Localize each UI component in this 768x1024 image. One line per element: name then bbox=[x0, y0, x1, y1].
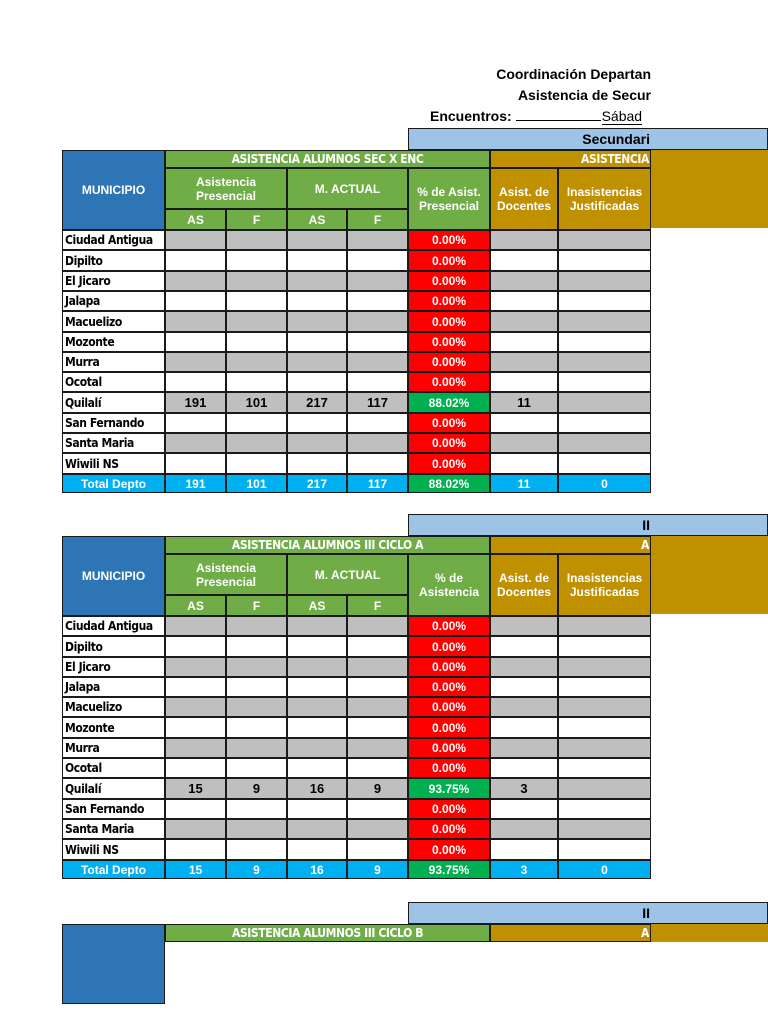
docentes-cell bbox=[490, 332, 558, 352]
section-banner-label: II bbox=[642, 905, 650, 921]
value-cell bbox=[287, 717, 347, 738]
inasistencias-cell bbox=[558, 717, 651, 738]
value-cell bbox=[347, 616, 408, 636]
value-cell bbox=[287, 250, 347, 271]
value-cell bbox=[165, 819, 226, 839]
value-cell bbox=[226, 839, 287, 860]
docentes-cell bbox=[490, 717, 558, 738]
total-value: 101 bbox=[226, 474, 287, 493]
value-cell bbox=[347, 230, 408, 250]
inasistencias-cell bbox=[558, 271, 651, 291]
municipio-cell: El Jicaro bbox=[62, 271, 165, 291]
value-cell bbox=[287, 657, 347, 677]
municipio-cell: Dipilto bbox=[62, 636, 165, 657]
inasistencias-cell bbox=[558, 392, 651, 413]
value-cell bbox=[347, 636, 408, 657]
gold-title: ASISTENCIA bbox=[490, 150, 651, 168]
value-cell bbox=[287, 332, 347, 352]
group-title: ASISTENCIA ALUMNOS III CICLO A bbox=[165, 536, 490, 554]
value-cell: 117 bbox=[347, 392, 408, 413]
municipio-cell: Jalapa bbox=[62, 677, 165, 697]
value-cell bbox=[287, 738, 347, 758]
pct-cell: 0.00% bbox=[408, 839, 490, 860]
docentes-cell bbox=[490, 636, 558, 657]
total-value: 191 bbox=[165, 474, 226, 493]
inasistencias-cell bbox=[558, 799, 651, 819]
municipio-cell: Murra bbox=[62, 352, 165, 372]
value-cell bbox=[287, 758, 347, 778]
pct-cell: 0.00% bbox=[408, 413, 490, 433]
inasistencias-cell bbox=[558, 738, 651, 758]
pct-cell: 0.00% bbox=[408, 332, 490, 352]
municipio-cell: Ciudad Antigua bbox=[62, 230, 165, 250]
value-cell bbox=[226, 636, 287, 657]
value-cell bbox=[287, 677, 347, 697]
value-cell bbox=[347, 677, 408, 697]
value-cell bbox=[226, 352, 287, 372]
subcol-f1: F bbox=[226, 209, 287, 230]
pct-cell: 93.75% bbox=[408, 778, 490, 799]
total-pct: 88.02% bbox=[408, 474, 490, 493]
pct-cell: 0.00% bbox=[408, 271, 490, 291]
value-cell: 9 bbox=[347, 778, 408, 799]
inasistencias-cell bbox=[558, 778, 651, 799]
pct-cell: 0.00% bbox=[408, 697, 490, 717]
value-cell bbox=[347, 372, 408, 392]
municipio-cell: El Jicaro bbox=[62, 657, 165, 677]
docentes-cell bbox=[490, 657, 558, 677]
inasistencias-cell bbox=[558, 291, 651, 311]
value-cell bbox=[226, 413, 287, 433]
value-cell bbox=[347, 271, 408, 291]
value-cell bbox=[165, 311, 226, 332]
municipio-cell: Jalapa bbox=[62, 291, 165, 311]
value-cell bbox=[165, 352, 226, 372]
value-cell bbox=[347, 433, 408, 453]
value-cell bbox=[226, 250, 287, 271]
section-banner-label: II bbox=[642, 517, 650, 533]
docentes-cell bbox=[490, 758, 558, 778]
docentes-cell bbox=[490, 738, 558, 758]
docentes-cell bbox=[490, 697, 558, 717]
gold-extension bbox=[651, 924, 768, 942]
value-cell bbox=[226, 271, 287, 291]
inasistencias-header: Inasistencias Justificadas bbox=[558, 554, 651, 616]
value-cell bbox=[347, 413, 408, 433]
pct-cell: 0.00% bbox=[408, 758, 490, 778]
value-cell bbox=[287, 311, 347, 332]
value-cell: 191 bbox=[165, 392, 226, 413]
value-cell bbox=[165, 738, 226, 758]
encuentros-blank-line bbox=[516, 108, 601, 121]
value-cell bbox=[347, 453, 408, 474]
value-cell bbox=[287, 230, 347, 250]
value-cell bbox=[347, 291, 408, 311]
value-cell bbox=[226, 657, 287, 677]
pct-cell: 0.00% bbox=[408, 372, 490, 392]
value-cell bbox=[165, 717, 226, 738]
value-cell bbox=[226, 799, 287, 819]
value-cell bbox=[347, 657, 408, 677]
total-value: 15 bbox=[165, 860, 226, 879]
encuentros-label: Encuentros: bbox=[430, 108, 512, 124]
value-cell bbox=[165, 230, 226, 250]
value-cell bbox=[287, 636, 347, 657]
pct-cell: 0.00% bbox=[408, 453, 490, 474]
value-cell bbox=[165, 372, 226, 392]
municipio-cell: Ocotal bbox=[62, 758, 165, 778]
municipio-cell: San Fernando bbox=[62, 799, 165, 819]
total-label: Total Depto bbox=[62, 474, 165, 493]
value-cell: 16 bbox=[287, 778, 347, 799]
asist-docentes-header: Asist. de Docentes bbox=[490, 554, 558, 616]
asistencia-presencial-header: Asistencia Presencial bbox=[165, 554, 287, 595]
inasistencias-cell bbox=[558, 332, 651, 352]
inasistencias-cell bbox=[558, 616, 651, 636]
gold-extension bbox=[651, 536, 768, 614]
value-cell bbox=[287, 372, 347, 392]
pct-cell: 0.00% bbox=[408, 657, 490, 677]
value-cell bbox=[287, 271, 347, 291]
municipio-header: MUNICIPIO bbox=[62, 536, 165, 616]
municipio-cell: Dipilto bbox=[62, 250, 165, 271]
inasistencias-cell bbox=[558, 372, 651, 392]
total-value: 9 bbox=[226, 860, 287, 879]
value-cell bbox=[287, 453, 347, 474]
inasistencias-cell bbox=[558, 819, 651, 839]
pct-cell: 0.00% bbox=[408, 636, 490, 657]
pct-cell: 0.00% bbox=[408, 717, 490, 738]
value-cell bbox=[226, 332, 287, 352]
docentes-cell bbox=[490, 433, 558, 453]
value-cell bbox=[165, 657, 226, 677]
pct-cell: 0.00% bbox=[408, 738, 490, 758]
municipio-cell: Santa Maria bbox=[62, 433, 165, 453]
asistencia-presencial-header: Asistencia Presencial bbox=[165, 168, 287, 209]
municipio-cell: Ocotal bbox=[62, 372, 165, 392]
value-cell bbox=[226, 616, 287, 636]
value-cell bbox=[226, 717, 287, 738]
inasistencias-cell bbox=[558, 433, 651, 453]
value-cell bbox=[347, 250, 408, 271]
header-line-2: Asistencia de Secur bbox=[517, 87, 651, 103]
pct-header: % de Asist. Presencial bbox=[408, 168, 490, 230]
municipio-cell: Ciudad Antigua bbox=[62, 616, 165, 636]
pct-cell: 0.00% bbox=[408, 352, 490, 372]
municipio-cell: Quilalí bbox=[62, 392, 165, 413]
subcol-as1: AS bbox=[165, 209, 226, 230]
value-cell bbox=[347, 311, 408, 332]
pct-cell: 0.00% bbox=[408, 799, 490, 819]
total-docentes: 11 bbox=[490, 474, 558, 493]
total-value: 16 bbox=[287, 860, 347, 879]
subcol-f1: F bbox=[226, 595, 287, 616]
docentes-cell bbox=[490, 271, 558, 291]
inasistencias-cell bbox=[558, 453, 651, 474]
value-cell bbox=[226, 230, 287, 250]
value-cell bbox=[287, 616, 347, 636]
value-cell bbox=[347, 332, 408, 352]
value-cell bbox=[165, 697, 226, 717]
value-cell bbox=[347, 758, 408, 778]
value-cell: 217 bbox=[287, 392, 347, 413]
value-cell bbox=[226, 433, 287, 453]
municipio-cell: Quilalí bbox=[62, 778, 165, 799]
total-value: 217 bbox=[287, 474, 347, 493]
value-cell bbox=[287, 799, 347, 819]
gold-title: A bbox=[490, 924, 651, 942]
value-cell bbox=[165, 291, 226, 311]
subcol-f2: F bbox=[347, 209, 408, 230]
subcol-as1: AS bbox=[165, 595, 226, 616]
value-cell bbox=[165, 250, 226, 271]
value-cell bbox=[226, 677, 287, 697]
value-cell bbox=[347, 839, 408, 860]
inasistencias-cell bbox=[558, 697, 651, 717]
municipio-cell: Mozonte bbox=[62, 332, 165, 352]
gold-extension bbox=[651, 150, 768, 228]
encuentros-value: Sábad bbox=[601, 108, 643, 124]
municipio-cell: Wiwili NS bbox=[62, 839, 165, 860]
pct-cell: 0.00% bbox=[408, 250, 490, 271]
inasistencias-cell bbox=[558, 636, 651, 657]
pct-cell: 0.00% bbox=[408, 677, 490, 697]
value-cell bbox=[347, 738, 408, 758]
municipio-cell: Macuelizo bbox=[62, 311, 165, 332]
municipio-cell: Macuelizo bbox=[62, 697, 165, 717]
value-cell bbox=[165, 799, 226, 819]
value-cell bbox=[287, 839, 347, 860]
m-actual-header: M. ACTUAL bbox=[287, 168, 408, 209]
value-cell bbox=[287, 291, 347, 311]
municipio-cell: Santa Maria bbox=[62, 819, 165, 839]
inasistencias-cell bbox=[558, 657, 651, 677]
pct-header: % de Asistencia bbox=[408, 554, 490, 616]
pct-cell: 0.00% bbox=[408, 433, 490, 453]
value-cell bbox=[226, 311, 287, 332]
value-cell bbox=[287, 352, 347, 372]
value-cell: 101 bbox=[226, 392, 287, 413]
encuentros-row bbox=[430, 108, 642, 124]
inasistencias-cell bbox=[558, 250, 651, 271]
inasistencias-cell bbox=[558, 839, 651, 860]
inasistencias-cell bbox=[558, 758, 651, 778]
value-cell bbox=[347, 819, 408, 839]
inasistencias-cell bbox=[558, 677, 651, 697]
pct-cell: 0.00% bbox=[408, 230, 490, 250]
header-line-1: Coordinación Departan bbox=[496, 66, 651, 82]
pct-cell: 88.02% bbox=[408, 392, 490, 413]
value-cell bbox=[226, 819, 287, 839]
value-cell: 15 bbox=[165, 778, 226, 799]
group-title: ASISTENCIA ALUMNOS SEC X ENC bbox=[165, 150, 490, 168]
pct-cell: 0.00% bbox=[408, 311, 490, 332]
value-cell: 9 bbox=[226, 778, 287, 799]
section-banner-label: Secundari bbox=[582, 131, 650, 147]
value-cell bbox=[165, 636, 226, 657]
total-value: 9 bbox=[347, 860, 408, 879]
value-cell bbox=[165, 271, 226, 291]
value-cell bbox=[165, 839, 226, 860]
subcol-as2: AS bbox=[287, 209, 347, 230]
municipio-header bbox=[62, 924, 165, 1004]
subcol-as2: AS bbox=[287, 595, 347, 616]
docentes-cell bbox=[490, 453, 558, 474]
value-cell bbox=[347, 697, 408, 717]
inasistencias-cell bbox=[558, 311, 651, 332]
docentes-cell bbox=[490, 250, 558, 271]
docentes-cell bbox=[490, 616, 558, 636]
municipio-cell: Wiwili NS bbox=[62, 453, 165, 474]
gold-title: A bbox=[490, 536, 651, 554]
value-cell bbox=[347, 352, 408, 372]
docentes-cell bbox=[490, 291, 558, 311]
docentes-cell: 11 bbox=[490, 392, 558, 413]
total-docentes: 3 bbox=[490, 860, 558, 879]
docentes-cell bbox=[490, 839, 558, 860]
pct-cell: 0.00% bbox=[408, 616, 490, 636]
docentes-cell bbox=[490, 352, 558, 372]
value-cell bbox=[165, 332, 226, 352]
subcol-f2: F bbox=[347, 595, 408, 616]
total-value: 117 bbox=[347, 474, 408, 493]
value-cell bbox=[165, 433, 226, 453]
total-inasistencias: 0 bbox=[558, 860, 651, 879]
value-cell bbox=[287, 413, 347, 433]
inasistencias-cell bbox=[558, 352, 651, 372]
docentes-cell bbox=[490, 413, 558, 433]
value-cell bbox=[165, 677, 226, 697]
docentes-cell bbox=[490, 799, 558, 819]
municipio-cell: Murra bbox=[62, 738, 165, 758]
value-cell bbox=[287, 697, 347, 717]
value-cell bbox=[226, 758, 287, 778]
municipio-cell: San Fernando bbox=[62, 413, 165, 433]
value-cell bbox=[165, 453, 226, 474]
value-cell bbox=[226, 291, 287, 311]
value-cell bbox=[165, 616, 226, 636]
municipio-cell: Mozonte bbox=[62, 717, 165, 738]
municipio-header: MUNICIPIO bbox=[62, 150, 165, 230]
value-cell bbox=[347, 799, 408, 819]
inasistencias-cell bbox=[558, 230, 651, 250]
docentes-cell bbox=[490, 372, 558, 392]
pct-cell: 0.00% bbox=[408, 291, 490, 311]
value-cell bbox=[226, 453, 287, 474]
inasistencias-header: Inasistencias Justificadas bbox=[558, 168, 651, 230]
value-cell bbox=[226, 738, 287, 758]
inasistencias-cell bbox=[558, 413, 651, 433]
value-cell bbox=[226, 372, 287, 392]
value-cell bbox=[165, 758, 226, 778]
total-pct: 93.75% bbox=[408, 860, 490, 879]
pct-cell: 0.00% bbox=[408, 819, 490, 839]
docentes-cell bbox=[490, 230, 558, 250]
total-label: Total Depto bbox=[62, 860, 165, 879]
docentes-cell: 3 bbox=[490, 778, 558, 799]
value-cell bbox=[287, 433, 347, 453]
m-actual-header: M. ACTUAL bbox=[287, 554, 408, 595]
docentes-cell bbox=[490, 311, 558, 332]
total-inasistencias: 0 bbox=[558, 474, 651, 493]
group-title: ASISTENCIA ALUMNOS III CICLO B bbox=[165, 924, 490, 942]
value-cell bbox=[226, 697, 287, 717]
value-cell bbox=[347, 717, 408, 738]
docentes-cell bbox=[490, 819, 558, 839]
value-cell bbox=[287, 819, 347, 839]
docentes-cell bbox=[490, 677, 558, 697]
value-cell bbox=[165, 413, 226, 433]
asist-docentes-header: Asist. de Docentes bbox=[490, 168, 558, 230]
